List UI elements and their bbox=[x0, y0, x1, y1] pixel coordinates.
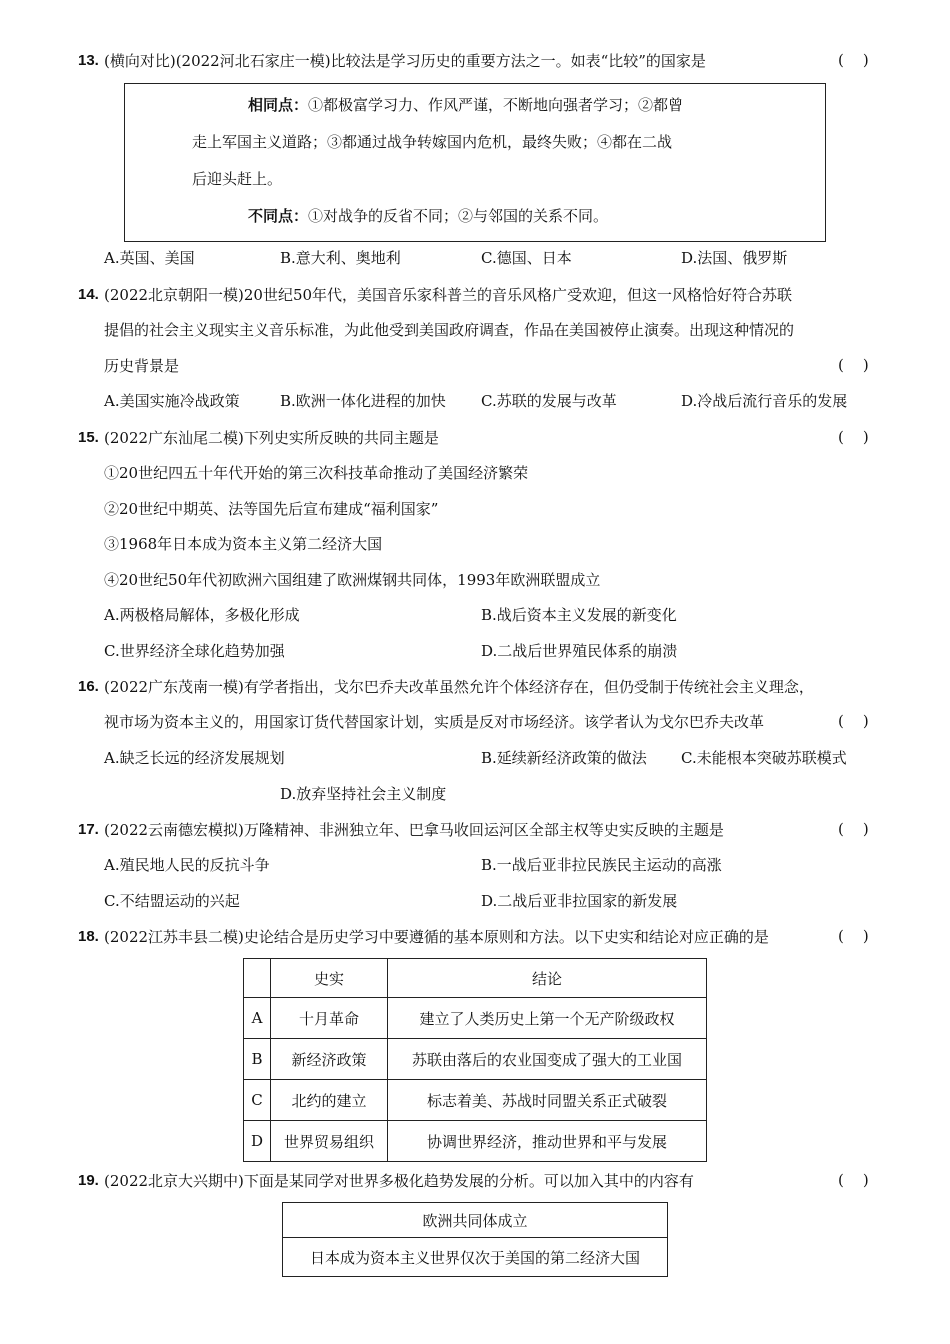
option-d[interactable]: D.冷战后流行音乐的发展 bbox=[681, 392, 848, 410]
answer-bracket: ( ) bbox=[838, 927, 869, 945]
question-stem-line-1: (2022北京朝阳一模)20世纪50年代，美国音乐家科普兰的音乐风格广受欢迎，但这一风格恰好符合苏联 bbox=[104, 286, 793, 304]
option-c[interactable]: C.世界经济全球化趋势加强 bbox=[104, 642, 285, 660]
comparison-box bbox=[124, 83, 826, 242]
row-fact: 新经济政策 bbox=[271, 1039, 388, 1080]
option-d[interactable]: D.放弃坚持社会主义制度 bbox=[280, 785, 447, 803]
question-stem: (横向对比)(2022河北石家庄一模)比较法是学习历史的重要方法之一。如表“比较”的国家是 bbox=[104, 52, 706, 70]
answer-bracket: ( ) bbox=[838, 820, 869, 838]
option-c[interactable]: C.不结盟运动的兴起 bbox=[104, 892, 240, 910]
fact-item: ②20世纪中期英、法等国先后宣布建成“福利国家” bbox=[104, 500, 439, 518]
question-number: 16. bbox=[78, 678, 99, 695]
question-number: 18. bbox=[78, 928, 99, 945]
table-row bbox=[244, 1080, 707, 1121]
same-line-1 bbox=[248, 95, 683, 115]
option-a[interactable]: A.两极格局解体，多极化形成 bbox=[104, 606, 300, 624]
row-fact: 北约的建立 bbox=[271, 1080, 388, 1121]
option-c[interactable]: C.苏联的发展与改革 bbox=[481, 392, 617, 410]
option-b[interactable]: B.一战后亚非拉民族民主运动的高涨 bbox=[481, 856, 722, 874]
question-stem: (2022广东汕尾二模)下列史实所反映的共同主题是 bbox=[104, 429, 439, 447]
option-a[interactable]: A.美国实施冷战政策 bbox=[104, 392, 240, 410]
row-letter: A bbox=[244, 998, 271, 1039]
answer-bracket: ( ) bbox=[838, 428, 869, 446]
row-letter: C bbox=[244, 1080, 271, 1121]
diff-label: 不同点： bbox=[248, 207, 309, 225]
analysis-item: 欧洲共同体成立 bbox=[283, 1203, 668, 1238]
table-row bbox=[244, 1121, 707, 1162]
answer-bracket: ( ) bbox=[838, 51, 869, 69]
option-b[interactable]: B.意大利、奥地利 bbox=[280, 249, 401, 267]
row-conclusion: 协调世界经济，推动世界和平与发展 bbox=[388, 1121, 707, 1162]
table-row bbox=[283, 1238, 668, 1277]
option-d[interactable]: D.二战后世界殖民体系的崩溃 bbox=[481, 642, 678, 660]
answer-bracket: ( ) bbox=[838, 712, 869, 730]
option-b[interactable]: B.延续新经济政策的做法 bbox=[481, 749, 647, 767]
same-text-1: ①都极富学习力、作风严谨，不断地向强者学习；②都曾 bbox=[308, 96, 684, 114]
question-stem: (2022江苏丰县二模)史论结合是历史学习中要遵循的基本原则和方法。以下史实和结论对应正确的是 bbox=[104, 928, 769, 946]
option-c[interactable]: C.未能根本突破苏联模式 bbox=[681, 749, 847, 767]
row-fact: 十月革命 bbox=[271, 998, 388, 1039]
option-a[interactable]: A.英国、美国 bbox=[104, 249, 195, 267]
question-number: 17. bbox=[78, 821, 99, 838]
table-header-cell bbox=[244, 959, 271, 998]
question-number: 13. bbox=[78, 52, 99, 69]
diff-text: ①对战争的反省不同；②与邻国的关系不同。 bbox=[308, 207, 609, 225]
option-d[interactable]: D.法国、俄罗斯 bbox=[681, 249, 788, 267]
question-stem-line-2: 提倡的社会主义现实主义音乐标准，为此他受到美国政府调查，作品在美国被停止演奏。出现这种情况的 bbox=[104, 321, 795, 339]
question-stem: (2022北京大兴期中)下面是某同学对世界多极化趋势发展的分析。可以加入其中的内容有 bbox=[104, 1172, 694, 1190]
table-header-cell: 史实 bbox=[271, 959, 388, 998]
same-text-2: 走上军国主义道路；③都通过战争转嫁国内危机，最终失败；④都在二战 bbox=[192, 133, 673, 151]
option-a[interactable]: A.殖民地人民的反抗斗争 bbox=[104, 856, 270, 874]
table-row bbox=[244, 998, 707, 1039]
option-a[interactable]: A.缺乏长远的经济发展规划 bbox=[104, 749, 285, 767]
question-number: 14. bbox=[78, 286, 99, 303]
multipolar-analysis-table bbox=[282, 1202, 668, 1277]
table-row bbox=[283, 1203, 668, 1238]
row-conclusion: 苏联由落后的农业国变成了强大的工业国 bbox=[388, 1039, 707, 1080]
row-fact: 世界贸易组织 bbox=[271, 1121, 388, 1162]
row-letter: D bbox=[244, 1121, 271, 1162]
fact-item: ④20世纪50年代初欧洲六国组建了欧洲煤钢共同体，1993年欧洲联盟成立 bbox=[104, 571, 601, 589]
question-stem: (2022云南德宏模拟)万隆精神、非洲独立年、巴拿马收回运河区全部主权等史实反映的主题是 bbox=[104, 821, 724, 839]
row-conclusion: 标志着美、苏战时同盟关系正式破裂 bbox=[388, 1080, 707, 1121]
diff-line bbox=[248, 206, 608, 226]
answer-bracket: ( ) bbox=[838, 1171, 869, 1189]
question-stem-line-1: (2022广东茂南一模)有学者指出，戈尔巴乔夫改革虽然允许个体经济存在，但仍受制于传统社会主义理念， bbox=[104, 678, 814, 696]
table-header-cell: 结论 bbox=[388, 959, 707, 998]
table-header-row bbox=[244, 959, 707, 998]
fact-conclusion-table bbox=[243, 958, 707, 1162]
option-d[interactable]: D.二战后亚非拉国家的新发展 bbox=[481, 892, 678, 910]
row-letter: B bbox=[244, 1039, 271, 1080]
row-conclusion: 建立了人类历史上第一个无产阶级政权 bbox=[388, 998, 707, 1039]
question-stem-line-3: 历史背景是 bbox=[104, 357, 180, 375]
question-number: 19. bbox=[78, 1172, 99, 1189]
table-row bbox=[244, 1039, 707, 1080]
same-label: 相同点： bbox=[248, 96, 309, 114]
option-b[interactable]: B.欧洲一体化进程的加快 bbox=[280, 392, 446, 410]
same-text-3: 后迎头赶上。 bbox=[192, 170, 283, 188]
question-number: 15. bbox=[78, 429, 99, 446]
answer-bracket: ( ) bbox=[838, 356, 869, 374]
option-b[interactable]: B.战后资本主义发展的新变化 bbox=[481, 606, 677, 624]
option-c[interactable]: C.德国、日本 bbox=[481, 249, 572, 267]
fact-item: ①20世纪四五十年代开始的第三次科技革命推动了美国经济繁荣 bbox=[104, 464, 529, 482]
analysis-item: 日本成为资本主义世界仅次于美国的第二经济大国 bbox=[283, 1238, 668, 1277]
fact-item: ③1968年日本成为资本主义第二经济大国 bbox=[104, 535, 383, 553]
question-stem-line-2: 视市场为资本主义的，用国家订货代替国家计划，实质是反对市场经济。该学者认为戈尔巴乔夫改革 bbox=[104, 713, 765, 731]
